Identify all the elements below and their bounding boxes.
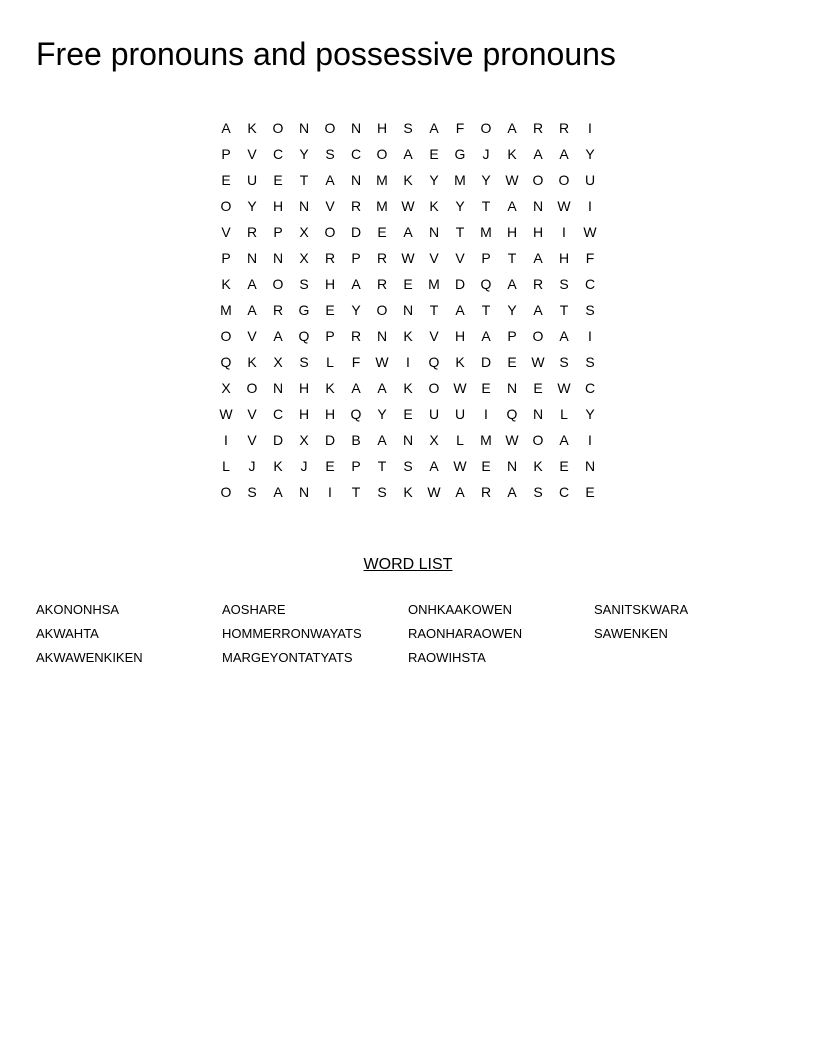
grid-letter: Q [350, 406, 362, 422]
grid-letter: S [403, 458, 413, 474]
word-list-item: HOMMERRONWAYATS [222, 626, 362, 641]
grid-letter: A [351, 380, 361, 396]
word-list-heading-container [0, 555, 816, 575]
grid-letter: I [588, 198, 592, 214]
grid-letter: X [299, 224, 309, 240]
grid-letter: N [506, 380, 518, 396]
grid-letter: Y [481, 172, 491, 188]
grid-letter: A [429, 120, 439, 136]
grid-letter: I [484, 406, 488, 422]
grid-row [213, 427, 603, 453]
grid-letter: A [221, 120, 231, 136]
word-list-item: MARGEYONTATYATS [222, 650, 353, 665]
grid-row [213, 271, 603, 297]
grid-letter: V [325, 198, 335, 214]
grid-letter: K [507, 146, 517, 162]
word-list-item: AKWAHTA [36, 626, 99, 641]
grid-row [213, 323, 603, 349]
grid-letter: M [454, 172, 466, 188]
grid-letter: U [428, 406, 440, 422]
grid-letter: N [246, 250, 258, 266]
grid-letter: P [221, 146, 231, 162]
grid-row [213, 115, 603, 141]
grid-letter: V [429, 250, 439, 266]
page-title: Free pronouns and possessive pronouns [36, 36, 616, 72]
grid-letter: E [221, 172, 231, 188]
grid-letter: Y [429, 172, 439, 188]
grid-letter: E [403, 406, 413, 422]
grid-letter: N [298, 484, 310, 500]
grid-letter: H [324, 406, 336, 422]
grid-letter: K [247, 120, 257, 136]
grid-letter: P [325, 328, 335, 344]
grid-letter: T [351, 484, 361, 500]
grid-row [213, 219, 603, 245]
grid-letter: M [480, 224, 492, 240]
grid-letter: M [220, 302, 232, 318]
grid-letter: T [429, 302, 439, 318]
grid-letter: N [506, 458, 518, 474]
grid-letter: C [272, 146, 284, 162]
grid-letter: O [246, 380, 258, 396]
grid-letter: S [559, 276, 569, 292]
grid-letter: A [507, 120, 517, 136]
grid-letter: E [325, 458, 335, 474]
word-list-item: SAWENKEN [594, 626, 668, 641]
grid-row [213, 479, 603, 505]
grid-letter: E [273, 172, 283, 188]
grid-letter: C [558, 484, 570, 500]
grid-letter: Y [585, 146, 595, 162]
grid-letter: I [588, 120, 592, 136]
grid-letter: V [247, 146, 257, 162]
grid-letter: V [247, 432, 257, 448]
grid-letter: A [351, 276, 361, 292]
grid-letter: O [324, 120, 336, 136]
grid-letter: A [377, 380, 387, 396]
grid-letter: N [298, 120, 310, 136]
grid-letter: A [507, 484, 517, 500]
grid-letter: J [482, 146, 490, 162]
grid-letter: E [507, 354, 517, 370]
grid-letter: D [480, 354, 492, 370]
grid-letter: T [481, 198, 491, 214]
grid-letter: Y [377, 406, 387, 422]
grid-letter: O [272, 276, 284, 292]
grid-letter: V [221, 224, 231, 240]
word-list-item: RAOWIHSTA [408, 650, 486, 665]
grid-letter: R [558, 120, 570, 136]
grid-letter: W [401, 198, 415, 214]
grid-letter: W [219, 406, 233, 422]
grid-letter: N [532, 198, 544, 214]
grid-letter: A [325, 172, 335, 188]
grid-letter: V [429, 328, 439, 344]
grid-letter: P [507, 328, 517, 344]
word-list-item: SANITSKWARA [594, 602, 689, 617]
grid-letter: Q [428, 354, 440, 370]
grid-letter: R [480, 484, 492, 500]
grid-letter: H [532, 224, 544, 240]
grid-letter: H [272, 198, 284, 214]
grid-letter: W [453, 380, 467, 396]
word-search-grid [213, 115, 603, 505]
grid-letter: Q [480, 276, 492, 292]
word-list-heading: WORD LIST [363, 556, 453, 573]
grid-letter: Y [507, 302, 517, 318]
grid-letter: V [455, 250, 465, 266]
grid-letter: T [299, 172, 309, 188]
grid-letter: W [583, 224, 597, 240]
grid-letter: Q [298, 328, 310, 344]
grid-row [213, 349, 603, 375]
grid-letter: S [533, 484, 543, 500]
grid-letter: A [247, 276, 257, 292]
grid-letter: A [455, 302, 465, 318]
grid-row [213, 401, 603, 427]
grid-letter: A [559, 146, 569, 162]
grid-letter: O [324, 224, 336, 240]
grid-letter: A [533, 302, 543, 318]
grid-letter: I [328, 484, 332, 500]
grid-row [213, 167, 603, 193]
grid-letter: H [324, 276, 336, 292]
grid-letter: A [533, 250, 543, 266]
grid-letter: A [559, 432, 569, 448]
grid-letter: H [506, 224, 518, 240]
grid-letter: H [298, 406, 310, 422]
grid-letter: K [455, 354, 465, 370]
grid-letter: N [532, 406, 544, 422]
grid-letter: T [481, 302, 491, 318]
grid-letter: C [584, 276, 596, 292]
grid-letter: K [429, 198, 439, 214]
grid-letter: N [350, 120, 362, 136]
grid-letter: O [532, 172, 544, 188]
grid-letter: K [403, 172, 413, 188]
grid-letter: R [532, 120, 544, 136]
grid-letter: R [350, 198, 362, 214]
grid-letter: P [273, 224, 283, 240]
grid-letter: A [429, 458, 439, 474]
grid-letter: C [584, 380, 596, 396]
grid-letter: A [247, 302, 257, 318]
grid-letter: N [298, 198, 310, 214]
grid-letter: C [350, 146, 362, 162]
grid-letter: X [299, 250, 309, 266]
grid-letter: N [350, 172, 362, 188]
grid-letter: V [247, 406, 257, 422]
grid-letter: S [403, 120, 413, 136]
grid-letter: G [298, 302, 310, 318]
grid-letter: E [559, 458, 569, 474]
grid-letter: O [220, 328, 232, 344]
grid-row [213, 375, 603, 401]
grid-letter: S [585, 354, 595, 370]
grid-letter: A [559, 328, 569, 344]
grid-row [213, 141, 603, 167]
grid-letter: N [402, 302, 414, 318]
grid-letter: N [584, 458, 596, 474]
grid-letter: E [533, 380, 543, 396]
grid-letter: I [562, 224, 566, 240]
grid-letter: K [325, 380, 335, 396]
grid-letter: S [299, 276, 309, 292]
word-list [36, 600, 780, 672]
grid-letter: E [481, 458, 491, 474]
grid-letter: D [454, 276, 466, 292]
grid-letter: T [455, 224, 465, 240]
grid-letter: E [585, 484, 595, 500]
grid-letter: E [429, 146, 439, 162]
grid-letter: R [376, 276, 388, 292]
grid-letter: P [221, 250, 231, 266]
grid-row [213, 453, 603, 479]
grid-letter: Y [299, 146, 309, 162]
grid-letter: S [299, 354, 309, 370]
grid-letter: M [376, 198, 388, 214]
grid-letter: J [300, 458, 308, 474]
grid-letter: A [377, 432, 387, 448]
grid-letter: W [531, 354, 545, 370]
word-list-item: ONHKAAKOWEN [408, 602, 513, 617]
grid-letter: A [403, 146, 413, 162]
grid-letter: F [455, 120, 465, 136]
grid-letter: Y [455, 198, 465, 214]
grid-letter: H [558, 250, 570, 266]
grid-letter: P [481, 250, 491, 266]
grid-letter: I [406, 354, 410, 370]
grid-letter: A [481, 328, 491, 344]
grid-letter: D [272, 432, 284, 448]
grid-letter: Y [585, 406, 595, 422]
grid-letter: H [298, 380, 310, 396]
grid-letter: S [325, 146, 335, 162]
grid-letter: R [376, 250, 388, 266]
grid-letter: K [533, 458, 543, 474]
grid-letter: G [454, 146, 466, 162]
grid-letter: W [453, 458, 467, 474]
grid-letter: H [376, 120, 388, 136]
grid-letter: A [507, 198, 517, 214]
grid-letter: N [402, 432, 414, 448]
grid-letter: T [559, 302, 569, 318]
grid-letter: Q [506, 406, 518, 422]
grid-letter: O [480, 120, 492, 136]
grid-letter: P [351, 250, 361, 266]
grid-letter: F [351, 354, 361, 370]
grid-letter: Y [351, 302, 361, 318]
grid-letter: W [505, 432, 519, 448]
grid-letter: U [246, 172, 258, 188]
grid-letter: K [221, 276, 231, 292]
grid-letter: R [272, 302, 284, 318]
grid-letter: R [532, 276, 544, 292]
grid-letter: R [246, 224, 258, 240]
grid-letter: A [273, 484, 283, 500]
grid-letter: S [247, 484, 257, 500]
grid-letter: M [480, 432, 492, 448]
grid-letter: O [376, 302, 388, 318]
grid-letter: I [588, 328, 592, 344]
grid-letter: F [585, 250, 595, 266]
grid-letter: K [403, 484, 413, 500]
grid-letter: E [325, 302, 335, 318]
grid-letter: W [505, 172, 519, 188]
grid-letter: X [273, 354, 283, 370]
grid-letter: X [221, 380, 231, 396]
grid-letter: O [428, 380, 440, 396]
grid-letter: W [375, 354, 389, 370]
grid-letter: W [557, 380, 571, 396]
grid-letter: E [403, 276, 413, 292]
grid-letter: U [584, 172, 596, 188]
grid-letter: P [351, 458, 361, 474]
grid-letter: M [428, 276, 440, 292]
grid-letter: C [272, 406, 284, 422]
grid-letter: S [377, 484, 387, 500]
grid-letter: O [532, 328, 544, 344]
grid-row [213, 193, 603, 219]
grid-letter: N [376, 328, 388, 344]
grid-letter: O [376, 146, 388, 162]
grid-letter: T [377, 458, 387, 474]
grid-letter: E [481, 380, 491, 396]
word-list-item: AKONONHSA [36, 602, 120, 617]
grid-letter: X [429, 432, 439, 448]
grid-row [213, 245, 603, 271]
grid-letter: A [403, 224, 413, 240]
grid-letter: O [220, 198, 232, 214]
grid-letter: A [533, 146, 543, 162]
grid-letter: R [324, 250, 336, 266]
grid-letter: N [272, 250, 284, 266]
grid-letter: M [376, 172, 388, 188]
grid-letter: H [454, 328, 466, 344]
grid-letter: A [273, 328, 283, 344]
grid-letter: B [351, 432, 361, 448]
grid-row [213, 297, 603, 323]
grid-letter: K [403, 328, 413, 344]
word-list-item: RAONHARAOWEN [408, 626, 523, 641]
grid-letter: K [403, 380, 413, 396]
grid-letter: L [326, 354, 334, 370]
grid-letter: D [324, 432, 336, 448]
grid-letter: L [222, 458, 230, 474]
grid-letter: K [273, 458, 283, 474]
grid-letter: W [427, 484, 441, 500]
grid-letter: L [560, 406, 568, 422]
grid-letter: S [559, 354, 569, 370]
grid-letter: K [247, 354, 257, 370]
grid-letter: A [507, 276, 517, 292]
grid-letter: A [455, 484, 465, 500]
grid-letter: O [220, 484, 232, 500]
grid-letter: O [558, 172, 570, 188]
grid-letter: O [532, 432, 544, 448]
grid-letter: N [428, 224, 440, 240]
grid-letter: Y [247, 198, 257, 214]
grid-letter: X [299, 432, 309, 448]
word-list-item: AOSHARE [222, 602, 286, 617]
grid-letter: J [248, 458, 256, 474]
grid-letter: I [224, 432, 228, 448]
grid-letter: N [272, 380, 284, 396]
grid-letter: T [507, 250, 517, 266]
grid-letter: V [247, 328, 257, 344]
grid-letter: E [377, 224, 387, 240]
grid-letter: O [272, 120, 284, 136]
grid-letter: L [456, 432, 464, 448]
grid-letter: R [350, 328, 362, 344]
grid-letter: Q [220, 354, 232, 370]
grid-letter: S [585, 302, 595, 318]
grid-letter: I [588, 432, 592, 448]
grid-letter: W [401, 250, 415, 266]
grid-letter: D [350, 224, 362, 240]
grid-letter: W [557, 198, 571, 214]
grid-letter: U [454, 406, 466, 422]
word-list-item: AKWAWENKIKEN [36, 650, 143, 665]
